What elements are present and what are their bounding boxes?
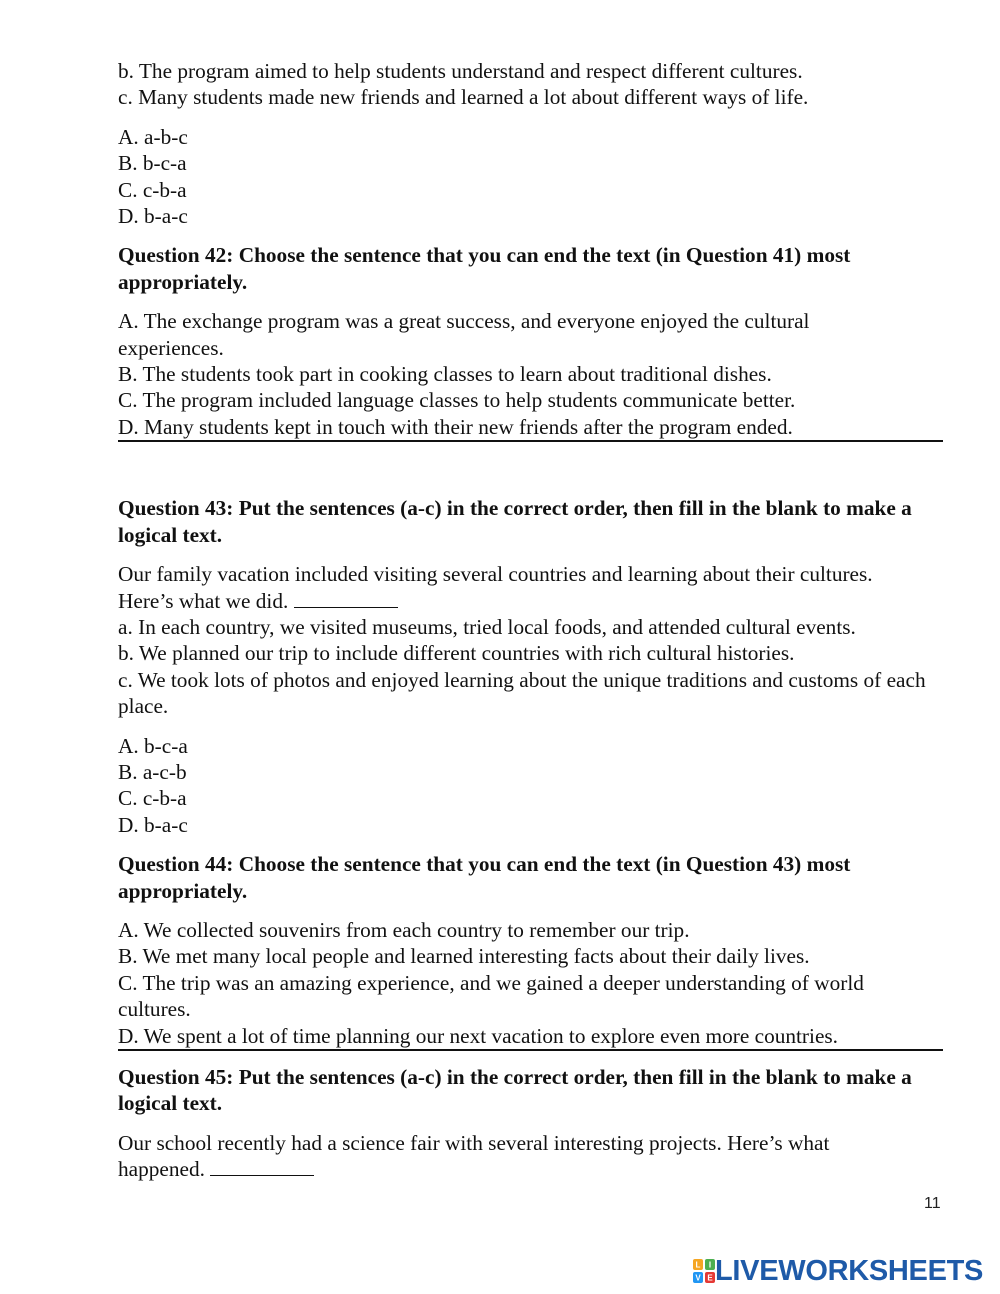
q44-option-a[interactable]: A. We collected souvenirs from each country to remember our trip. — [118, 917, 690, 942]
q44-option-d[interactable]: D. We spent a lot of time planning our next vacation to explore even more countries. — [118, 1023, 839, 1048]
q44-option-c[interactable]: C. The trip was an amazing experience, and we gained a deeper understanding of world cultures. — [118, 970, 864, 1022]
worksheet-page — [118, 58, 948, 1183]
q43-blank[interactable] — [294, 589, 398, 608]
q45-blank[interactable] — [210, 1157, 314, 1176]
q45-intro-line1: Our school recently had a science fair with several interesting projects. Here’s what — [118, 1130, 830, 1155]
q43-option-c[interactable]: C. c-b-a — [118, 786, 187, 811]
q44-divider — [118, 1023, 943, 1051]
q42-option-a[interactable]: A. The exchange program was a great success, and everyone enjoyed the cultural experiences. — [118, 309, 810, 360]
logo-letter-i: I — [708, 1260, 712, 1270]
q45-intro-text: happened. — [118, 1157, 205, 1182]
fragment-sentence-c: c. Many students made new friends and learned a lot about different ways of life. — [118, 85, 809, 110]
q45-title: Question 45: Put the sentences (a-c) in the correct order, then fill in the blank to make a logical text. — [118, 1065, 912, 1116]
q43-intro-line1: Our family vacation included visiting several countries and learning about their cultures. — [118, 562, 873, 587]
q43-option-d[interactable]: D. b-a-c — [118, 812, 188, 837]
q43-sentence-c: c. We took lots of photos and enjoyed learning about the unique traditions and customs of each place. — [118, 667, 926, 719]
logo-letter-l: L — [695, 1260, 701, 1270]
q42-title: Question 42: Choose the sentence that you can end the text (in Question 41) most appropriately. — [118, 243, 851, 294]
q42-option-c[interactable]: C. The program included language classes to help students communicate better. — [118, 388, 796, 413]
q43-option-b[interactable]: B. a-c-b — [118, 759, 187, 784]
q43-option-a[interactable]: A. b-c-a — [118, 733, 188, 758]
q41-option-c[interactable]: C. c-b-a — [118, 177, 187, 202]
logo-letter-v: V — [695, 1273, 701, 1283]
liveworksheets-logo-icon — [693, 1259, 715, 1283]
q44-title: Question 44: Choose the sentence that you can end the text (in Question 43) most appropriately. — [118, 852, 851, 903]
q43-intro-text: Here’s what we did. — [118, 588, 289, 613]
q42-option-d[interactable]: D. Many students kept in touch with their new friends after the program ended. — [118, 414, 793, 439]
q43-intro-line2 — [118, 588, 948, 614]
q43-sentence-a: a. In each country, we visited museums, tried local foods, and attended cultural events. — [118, 614, 856, 639]
q44-option-b[interactable]: B. We met many local people and learned interesting facts about their daily lives. — [118, 944, 810, 969]
q42-divider — [118, 414, 943, 442]
q41-option-b[interactable]: B. b-c-a — [118, 151, 187, 176]
q41-option-d[interactable]: D. b-a-c — [118, 204, 188, 229]
q43-sentence-b: b. We planned our trip to include different countries with rich cultural histories. — [118, 641, 795, 666]
logo-letter-e: E — [707, 1273, 713, 1283]
q41-option-a[interactable]: A. a-b-c — [118, 124, 188, 149]
q45-intro-line2 — [118, 1156, 948, 1182]
q43-title: Question 43: Put the sentences (a-c) in the correct order, then fill in the blank to make a logical text. — [118, 496, 912, 547]
fragment-sentence-b: b. The program aimed to help students understand and respect different cultures. — [118, 59, 803, 83]
brand-name: LIVEWORKSHEETS — [715, 1255, 984, 1287]
q42-option-b[interactable]: B. The students took part in cooking classes to learn about traditional dishes. — [118, 362, 772, 387]
page-number: 11 — [924, 1195, 941, 1212]
liveworksheets-logo — [693, 1255, 983, 1287]
